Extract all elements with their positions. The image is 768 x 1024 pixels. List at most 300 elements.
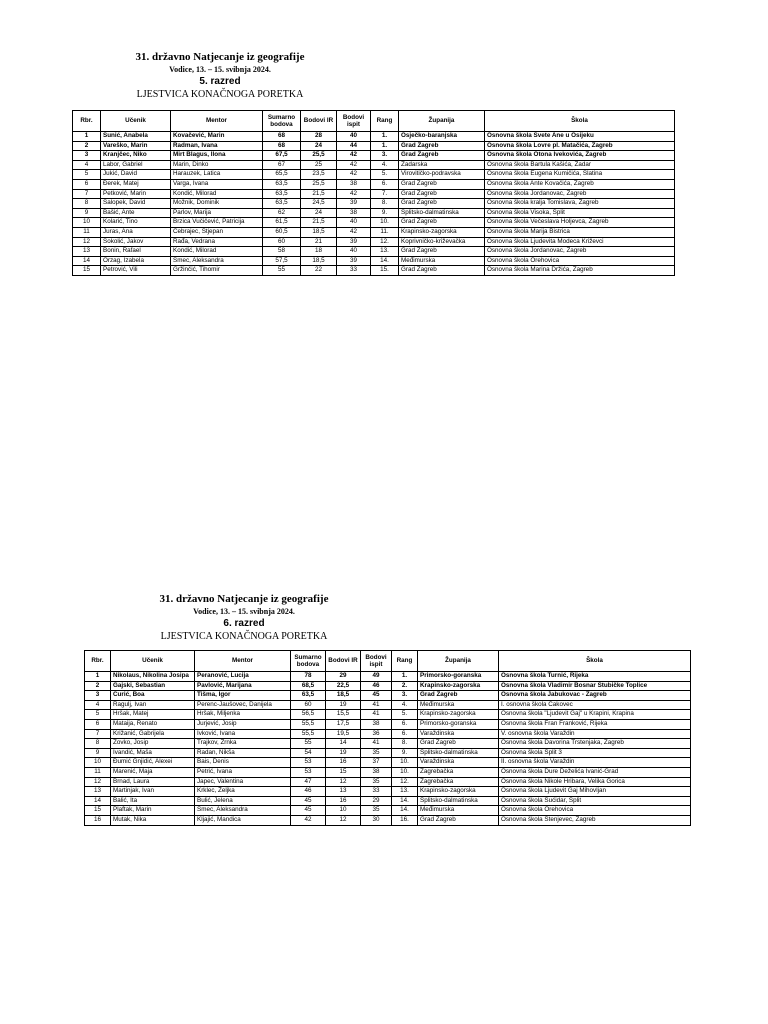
table-cell: Grad Zagreb: [418, 815, 499, 825]
table-cell: Plaftak, Marin: [111, 806, 195, 816]
table-cell: 60: [263, 237, 301, 247]
table-cell: Brnad, Laura: [111, 777, 195, 787]
table-cell: Bonin, Rafael: [101, 247, 171, 257]
table-cell: 4.: [392, 700, 418, 710]
table-cell: Bais, Denis: [195, 758, 291, 768]
table-cell: Ivandić, Maša: [111, 748, 195, 758]
section-header: [144, 592, 344, 643]
table-cell: 41: [361, 700, 392, 710]
table-cell: Grad Zagreb: [399, 141, 485, 151]
table-cell: 1: [73, 132, 101, 142]
table-cell: 35: [361, 777, 392, 787]
column-header: Sumarno bodova: [291, 651, 326, 672]
table-cell: Grad Zagreb: [399, 151, 485, 161]
table-row: [85, 739, 691, 749]
table-cell: 68: [263, 141, 301, 151]
table-cell: Splitsko-dalmatinska: [418, 796, 499, 806]
table-cell: 12: [73, 237, 101, 247]
table-cell: 4: [85, 700, 111, 710]
table-row: [73, 237, 675, 247]
table-cell: Osnovna škola Orehovica: [499, 806, 691, 816]
table-cell: Gajski, Sebastian: [111, 681, 195, 691]
table-cell: 29: [326, 672, 361, 682]
table-cell: Osnovna škola Lovre pl. Matačića, Zagreb: [485, 141, 675, 151]
table-cell: 29: [361, 796, 392, 806]
table-subtitle: LJESTVICA KONAČNOGA PORETKA: [136, 89, 304, 100]
table-cell: 45: [291, 806, 326, 816]
table-cell: 12: [326, 815, 361, 825]
table-cell: 19: [326, 700, 361, 710]
table-cell: 1.: [371, 141, 399, 151]
table-cell: 18,5: [301, 256, 337, 266]
table-row: [73, 160, 675, 170]
table-cell: 3: [85, 691, 111, 701]
table-cell: II. osnovna škola Varaždin: [499, 758, 691, 768]
table-cell: V. osnovna škola Varaždin: [499, 729, 691, 739]
table-cell: Juras, Ana: [101, 227, 171, 237]
table-cell: 14.: [392, 806, 418, 816]
table-cell: 12.: [371, 237, 399, 247]
table-cell: Osnovna škola Eugena Kumičića, Slatina: [485, 170, 675, 180]
table-row: [85, 787, 691, 797]
table-cell: 42: [337, 160, 371, 170]
table-cell: Kondić, Milorad: [171, 189, 263, 199]
table-cell: 42: [337, 189, 371, 199]
table-row: [85, 796, 691, 806]
column-header: Rbr.: [85, 651, 111, 672]
table-cell: Sokolić, Jakov: [101, 237, 171, 247]
table-row: [73, 141, 675, 151]
table-cell: 67,5: [263, 151, 301, 161]
table-cell: 14: [73, 256, 101, 266]
table-cell: Zovko, Josip: [111, 739, 195, 749]
table-row: [85, 777, 691, 787]
table-cell: 21,5: [301, 218, 337, 228]
table-cell: Kovačević, Marin: [171, 132, 263, 142]
table-cell: 55,5: [291, 729, 326, 739]
table-cell: Petrović, Vili: [101, 266, 171, 276]
column-header: Rang: [371, 111, 399, 132]
table-cell: Tišma, Igor: [195, 691, 291, 701]
table-cell: 21,5: [301, 189, 337, 199]
table-cell: Japec, Valentina: [195, 777, 291, 787]
table-cell: 36: [361, 729, 392, 739]
table-cell: Orzag, Izabela: [101, 256, 171, 266]
table-cell: 13.: [371, 247, 399, 257]
table-cell: Smec, Aleksandra: [195, 806, 291, 816]
table-cell: Marin, Dinko: [171, 160, 263, 170]
table-cell: 14.: [371, 256, 399, 266]
table-cell: 12: [85, 777, 111, 787]
table-cell: Labor, Gabriel: [101, 160, 171, 170]
table-cell: Osnovna škola Split 3: [499, 748, 691, 758]
table-cell: 39: [337, 256, 371, 266]
table-cell: 13: [326, 787, 361, 797]
table-cell: Grad Zagreb: [418, 739, 499, 749]
table-cell: 44: [337, 141, 371, 151]
table-row: [85, 700, 691, 710]
table-cell: Mirt Blagus, Ilona: [171, 151, 263, 161]
table-cell: 16: [326, 796, 361, 806]
table-cell: Šalopek, David: [101, 199, 171, 209]
table-header-row: [73, 111, 675, 132]
section-header: [120, 50, 320, 101]
table-cell: 30: [361, 815, 392, 825]
table-cell: 42: [337, 151, 371, 161]
table-cell: 1.: [392, 672, 418, 682]
table-cell: 41: [361, 710, 392, 720]
table-row: [85, 729, 691, 739]
table-cell: 46: [361, 681, 392, 691]
table-cell: 33: [361, 787, 392, 797]
table-cell: 10: [73, 218, 101, 228]
column-header: Učenik: [111, 651, 195, 672]
table-cell: Trajkov, Zrnka: [195, 739, 291, 749]
column-header: Sumarno bodova: [263, 111, 301, 132]
table-cell: 18: [301, 247, 337, 257]
table-cell: Osnovna škola Jabukovac - Zagreb: [499, 691, 691, 701]
table-cell: 40: [337, 218, 371, 228]
table-cell: 15: [85, 806, 111, 816]
table-cell: 10.: [371, 218, 399, 228]
table-cell: Kolarić, Tino: [101, 218, 171, 228]
table-row: [73, 218, 675, 228]
table-cell: Zagrebačka: [418, 767, 499, 777]
ranking-table: [84, 650, 691, 826]
table-cell: 62: [263, 208, 301, 218]
table-cell: Osnovna škola Nikole Hribara, Velika Gorica: [499, 777, 691, 787]
table-cell: 42: [337, 227, 371, 237]
table-row: [73, 179, 675, 189]
table-cell: 8: [85, 739, 111, 749]
table-cell: Grad Zagreb: [399, 247, 485, 257]
table-cell: 38: [337, 179, 371, 189]
ranking-table: [72, 110, 675, 276]
table-cell: 1: [85, 672, 111, 682]
table-cell: Krapinsko-zagorska: [399, 227, 485, 237]
table-cell: 53: [291, 758, 326, 768]
table-cell: Hršak, Matej: [111, 710, 195, 720]
table-cell: Varaždinska: [418, 729, 499, 739]
table-cell: Hršak, Miljenka: [195, 710, 291, 720]
table-cell: 16.: [392, 815, 418, 825]
table-cell: Grad Zagreb: [399, 218, 485, 228]
grade-label: 5. razred: [199, 76, 241, 87]
table-cell: 5: [73, 170, 101, 180]
column-header: Mentor: [195, 651, 291, 672]
table-cell: 8.: [392, 739, 418, 749]
table-cell: 28: [301, 132, 337, 142]
document-date: Vodice, 13. – 15. svibnja 2024.: [193, 607, 295, 616]
table-cell: 6.: [392, 719, 418, 729]
table-cell: 11: [73, 227, 101, 237]
table-row: [73, 266, 675, 276]
table-cell: Jurjević, Josip: [195, 719, 291, 729]
column-header: Mentor: [171, 111, 263, 132]
table-cell: 63,5: [263, 179, 301, 189]
table-cell: Pavlović, Marijana: [195, 681, 291, 691]
table-cell: 3.: [392, 691, 418, 701]
table-cell: 22: [301, 266, 337, 276]
table-cell: 7: [85, 729, 111, 739]
table-cell: Rađa, Vedrana: [171, 237, 263, 247]
table-row: [73, 170, 675, 180]
table-cell: 53: [291, 767, 326, 777]
table-cell: 24: [301, 208, 337, 218]
table-cell: Martinjak, Ivan: [111, 787, 195, 797]
table-row: [85, 672, 691, 682]
table-cell: 1.: [371, 132, 399, 142]
table-cell: 9: [73, 208, 101, 218]
table-cell: Osnovna škola Dure Deželića Ivanić-Grad: [499, 767, 691, 777]
table-cell: 56,5: [291, 710, 326, 720]
table-cell: 11: [85, 767, 111, 777]
table-cell: Grad Zagreb: [399, 199, 485, 209]
table-cell: 10: [326, 806, 361, 816]
table-cell: Krklec, Željka: [195, 787, 291, 797]
table-cell: Kljajić, Mandica: [195, 815, 291, 825]
table-cell: 9.: [392, 748, 418, 758]
table-cell: 6: [73, 179, 101, 189]
table-subtitle: LJESTVICA KONAČNOGA PORETKA: [160, 631, 328, 642]
table-cell: Primorsko-goranska: [418, 672, 499, 682]
column-header: Županija: [418, 651, 499, 672]
column-header: Županija: [399, 111, 485, 132]
table-cell: Osnovna škola Orehovica: [485, 256, 675, 266]
table-cell: 21: [301, 237, 337, 247]
table-cell: 13.: [392, 787, 418, 797]
table-cell: Bulić, Jelena: [195, 796, 291, 806]
table-cell: 8: [73, 199, 101, 209]
table-cell: 3.: [371, 151, 399, 161]
table-cell: Ragulj, Ivan: [111, 700, 195, 710]
table-cell: Osnovna škola Sućidar, Split: [499, 796, 691, 806]
table-cell: Đerek, Matej: [101, 179, 171, 189]
table-cell: 42: [337, 170, 371, 180]
column-header: Bodovi IR: [301, 111, 337, 132]
table-cell: Varaždinska: [418, 758, 499, 768]
table-cell: 16: [85, 815, 111, 825]
table-cell: Međimurska: [418, 700, 499, 710]
table-cell: 38: [337, 208, 371, 218]
table-cell: Brzica Vučičević, Patricija: [171, 218, 263, 228]
table-cell: 19,5: [326, 729, 361, 739]
table-cell: 5.: [371, 170, 399, 180]
table-cell: Ivković, Ivana: [195, 729, 291, 739]
table-cell: 5.: [392, 710, 418, 720]
table-cell: 10: [85, 758, 111, 768]
table-cell: 57,5: [263, 256, 301, 266]
table-cell: 11.: [371, 227, 399, 237]
table-cell: Osnovna škola kralja Tomislava, Zagreb: [485, 199, 675, 209]
table-row: [73, 189, 675, 199]
table-cell: 46: [291, 787, 326, 797]
table-row: [85, 681, 691, 691]
column-header: Bodovi ispit: [337, 111, 371, 132]
table-cell: Osnovna škola Davorina Trstenjaka, Zagreb: [499, 739, 691, 749]
table-cell: Splitsko-dalmatinska: [418, 748, 499, 758]
table-cell: Osnovna škola Bartula Kašića, Zadar: [485, 160, 675, 170]
table-cell: 63,5: [291, 691, 326, 701]
table-cell: 37: [361, 758, 392, 768]
table-row: [85, 767, 691, 777]
table-cell: 9.: [371, 208, 399, 218]
table-cell: 18,5: [301, 227, 337, 237]
table-cell: Osnovna škola Turnić, Rijeka: [499, 672, 691, 682]
table-cell: 41: [361, 739, 392, 749]
table-cell: Balić, Ita: [111, 796, 195, 806]
column-header: Bodovi IR: [326, 651, 361, 672]
table-cell: Petković, Marin: [101, 189, 171, 199]
table-cell: 24: [301, 141, 337, 151]
table-cell: 47: [291, 777, 326, 787]
table-cell: Osnovna škola Ljudevit Gaj Mihovljan: [499, 787, 691, 797]
table-cell: Međimurska: [399, 256, 485, 266]
table-cell: Osječko-baranjska: [399, 132, 485, 142]
table-cell: 63,5: [263, 199, 301, 209]
table-cell: Radan, Nikša: [195, 748, 291, 758]
table-cell: Gržinčić, Tihomir: [171, 266, 263, 276]
table-cell: Marenić, Maja: [111, 767, 195, 777]
table-cell: Osnovna škola Ljudevita Modeca Križevci: [485, 237, 675, 247]
table-cell: 35: [361, 806, 392, 816]
table-cell: 25: [301, 160, 337, 170]
table-cell: Zadarska: [399, 160, 485, 170]
table-cell: Mataija, Renato: [111, 719, 195, 729]
table-cell: Peranović, Lucija: [195, 672, 291, 682]
table-cell: 18,5: [326, 691, 361, 701]
table-cell: 40: [337, 247, 371, 257]
table-row: [73, 208, 675, 218]
table-cell: 9: [85, 748, 111, 758]
table-cell: 22,5: [326, 681, 361, 691]
table-cell: 65,5: [263, 170, 301, 180]
table-cell: Osnovna škola Ante Kovačića, Zagreb: [485, 179, 675, 189]
table-cell: Harauzek, Latica: [171, 170, 263, 180]
table-cell: Radman, Ivana: [171, 141, 263, 151]
table-cell: Osnovna škola Marija Bistrica: [485, 227, 675, 237]
table-row: [85, 748, 691, 758]
table-cell: 6: [85, 719, 111, 729]
table-cell: 25,5: [301, 151, 337, 161]
table-cell: 14: [85, 796, 111, 806]
table-cell: 15: [326, 767, 361, 777]
table-cell: Nikolaus, Nikolina Josipa: [111, 672, 195, 682]
table-cell: 39: [337, 199, 371, 209]
table-header-row: [85, 651, 691, 672]
table-cell: 54: [291, 748, 326, 758]
table-cell: Smec, Aleksandra: [171, 256, 263, 266]
table-cell: 7.: [371, 189, 399, 199]
table-cell: 23,5: [301, 170, 337, 180]
table-row: [85, 691, 691, 701]
table-cell: 12.: [392, 777, 418, 787]
table-cell: Jukić, David: [101, 170, 171, 180]
document-title: 31. državno Natjecanje iz geografije: [135, 51, 305, 63]
table-cell: Krapinsko-zagorska: [418, 710, 499, 720]
table-cell: 49: [361, 672, 392, 682]
table-cell: 17,5: [326, 719, 361, 729]
table-cell: Grad Zagreb: [399, 189, 485, 199]
table-cell: Primorsko-goranska: [418, 719, 499, 729]
table-cell: Osnovna škola Fran Franković, Rijeka: [499, 719, 691, 729]
table-cell: Đumić Gnjidić, Alexei: [111, 758, 195, 768]
table-row: [85, 758, 691, 768]
table-row: [85, 710, 691, 720]
table-cell: 42: [291, 815, 326, 825]
table-cell: Varga, Ivana: [171, 179, 263, 189]
table-cell: 60,5: [263, 227, 301, 237]
table-cell: Grad Zagreb: [399, 266, 485, 276]
table-cell: 38: [361, 719, 392, 729]
table-cell: 67: [263, 160, 301, 170]
table-cell: Grad Zagreb: [418, 691, 499, 701]
table-cell: 19: [326, 748, 361, 758]
table-cell: Kondić, Milorad: [171, 247, 263, 257]
table-cell: 15: [73, 266, 101, 276]
table-cell: Možnik, Dominik: [171, 199, 263, 209]
table-cell: 4.: [371, 160, 399, 170]
table-cell: 39: [337, 237, 371, 247]
table-cell: 14.: [392, 796, 418, 806]
table-row: [73, 151, 675, 161]
column-header: Rbr.: [73, 111, 101, 132]
table-cell: 2: [85, 681, 111, 691]
table-row: [85, 719, 691, 729]
table-cell: 16: [326, 758, 361, 768]
table-row: [73, 256, 675, 266]
table-cell: 55: [263, 266, 301, 276]
table-cell: Čebrajec, Stjepan: [171, 227, 263, 237]
table-cell: Kranjčec, Niko: [101, 151, 171, 161]
table-cell: Koprivničko-križevačka: [399, 237, 485, 247]
table-cell: Krapinsko-zagorska: [418, 681, 499, 691]
table-cell: 15.: [371, 266, 399, 276]
table-cell: 5: [85, 710, 111, 720]
table-cell: 15,5: [326, 710, 361, 720]
table-cell: 6.: [371, 179, 399, 189]
table-cell: 33: [337, 266, 371, 276]
table-cell: 55: [291, 739, 326, 749]
table-cell: Osnovna škola Marina Držića, Zagreb: [485, 266, 675, 276]
table-cell: Osnovna škola Otona Ivekovića, Zagreb: [485, 151, 675, 161]
table-cell: 14: [326, 739, 361, 749]
table-row: [73, 199, 675, 209]
column-header: Rang: [392, 651, 418, 672]
table-cell: 6.: [392, 729, 418, 739]
table-cell: 60: [291, 700, 326, 710]
table-cell: 10.: [392, 767, 418, 777]
column-header: Bodovi ispit: [361, 651, 392, 672]
table-row: [85, 815, 691, 825]
table-cell: 4: [73, 160, 101, 170]
table-cell: Osnovna škola Svete Ane u Osijeku: [485, 132, 675, 142]
table-row: [73, 132, 675, 142]
table-cell: 45: [361, 691, 392, 701]
table-cell: 38: [361, 767, 392, 777]
table-cell: Krapinsko-zagorska: [418, 787, 499, 797]
table-cell: 68: [263, 132, 301, 142]
table-cell: Petrić, Ivana: [195, 767, 291, 777]
table-row: [73, 227, 675, 237]
table-cell: 7: [73, 189, 101, 199]
table-cell: Virovitičko-podravska: [399, 170, 485, 180]
table-cell: Parlov, Marija: [171, 208, 263, 218]
table-row: [85, 806, 691, 816]
table-cell: 2: [73, 141, 101, 151]
table-cell: Splitsko-dalmatinska: [399, 208, 485, 218]
table-cell: Mutak, Nika: [111, 815, 195, 825]
